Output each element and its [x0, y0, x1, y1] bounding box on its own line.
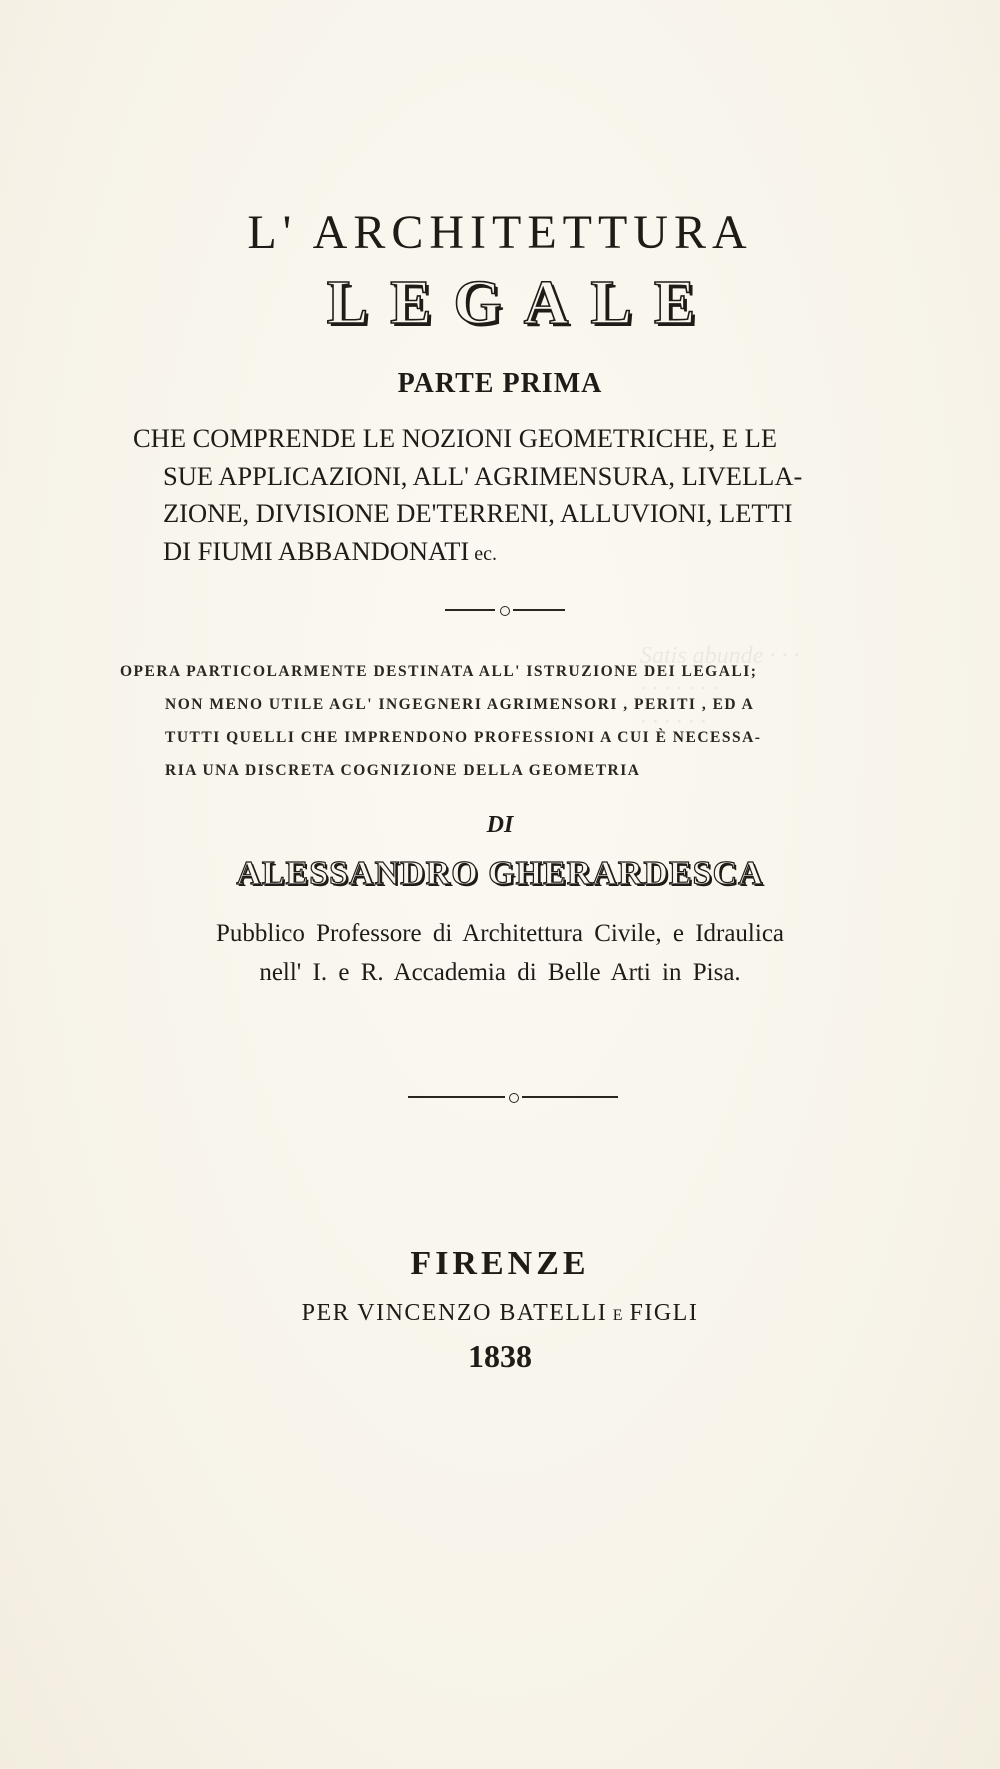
ornament-divider-2: [408, 1092, 618, 1102]
description-line: OPERA PARTICOLARMENTE DESTINATA ALL' ISTRUZIONE DEI LEGALI;: [120, 663, 758, 680]
title-line-2: LEGALE: [326, 269, 718, 337]
author-title-line-1: Pubblico Professore di Architettura Civile, e Idraulica: [215, 920, 785, 947]
title-line-1: L' ARCHITETTURA: [247, 206, 753, 259]
imprint-year: 1838: [468, 1338, 532, 1374]
description-block: [120, 655, 890, 787]
ornament-divider-1: [445, 605, 565, 615]
description-line: NON MENO UTILE AGL' INGEGNERI AGRIMENSORI , PERITI , ED A: [165, 696, 755, 713]
by-label: DI: [486, 812, 514, 838]
subtitle-suffix: ec.: [469, 542, 497, 565]
show-through-text: Satis abunde · · · · · · · · · · · · · · · ·: [640, 643, 800, 735]
subtitle-line: DI FIUMI ABBANDONATI ec.: [163, 535, 497, 566]
subtitle-block: [133, 420, 863, 573]
author-name: ALESSANDRO GHERARDESCA: [236, 855, 764, 892]
part-heading: PARTE PRIMA: [397, 368, 603, 399]
description-line: TUTTI QUELLI CHE IMPRENDONO PROFESSIONI A CUI È NECESSA-: [165, 729, 762, 746]
imprint-printer: PER VINCENZO BATELLI E FIGLI: [301, 1300, 699, 1326]
imprint-city: FIRENZE: [410, 1245, 590, 1282]
subtitle-line: SUE APPLICAZIONI, ALL' AGRIMENSURA, LIVELLA-: [163, 460, 803, 491]
author-title-line-2: nell' I. e R. Accademia di Belle Arti in Pisa.: [259, 959, 741, 986]
subtitle-line: ZIONE, DIVISIONE DE'TERRENI, ALLUVIONI, LETTI: [163, 498, 793, 528]
subtitle-line: CHE COMPRENDE LE NOZIONI GEOMETRICHE, E LE: [133, 423, 778, 453]
description-line: RIA UNA DISCRETA COGNIZIONE DELLA GEOMETRIA: [165, 762, 641, 779]
